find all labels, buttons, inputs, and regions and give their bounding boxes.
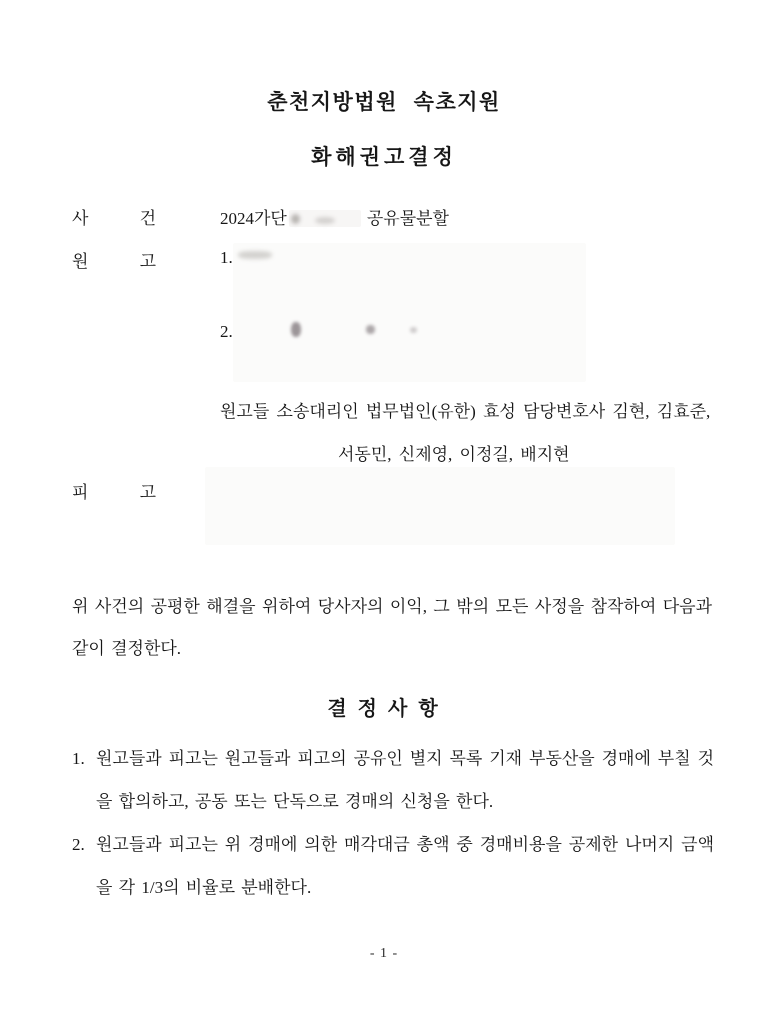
- redaction-mark: [366, 325, 375, 334]
- plaintiff-item2-number: 2.: [220, 322, 233, 341]
- redaction-trace: [238, 251, 272, 259]
- plaintiff-label-char2: 고: [139, 252, 156, 271]
- case-name: 공유물분할: [366, 209, 449, 228]
- case-label-char1: 사: [72, 209, 89, 228]
- intro-paragraph: 위 사건의 공평한 해결을 위하여 당사자의 이익, 그 밖의 모든 사정을 참작하여 다음과 같이 결정한다.: [72, 597, 712, 658]
- case-number-prefix: 2024가단: [220, 209, 287, 228]
- plaintiff-label-char1: 원: [72, 252, 89, 271]
- decision-item-number: 1.: [72, 749, 85, 768]
- plaintiff-item1-number: 1.: [220, 248, 233, 267]
- decision-item-text: 원고들과 피고는 원고들과 피고의 공유인 별지 목록 기재 부동산을 경매에 부칠 것을 합의하고, 공동 또는 단독으로 경매의 신청을 한다.: [96, 749, 714, 811]
- redacted-case-number: [289, 210, 361, 227]
- defendant-label-char2: 고: [139, 483, 156, 502]
- case-label-char2: 건: [139, 209, 156, 228]
- decision-item-number: 2.: [72, 835, 85, 854]
- defendant-label: [72, 478, 156, 503]
- counsel-line-2: 서동민, 신제영, 이정길, 배지현: [338, 445, 570, 464]
- plaintiff-label: [72, 247, 156, 272]
- case-label: [72, 204, 156, 229]
- redacted-plaintiff-names: [233, 243, 586, 382]
- redaction-mark: [410, 327, 417, 333]
- document-title: 화해권고결정: [311, 145, 457, 169]
- redacted-defendant-name: [205, 467, 675, 545]
- decision-item: [72, 823, 714, 909]
- defendant-label-char1: 피: [72, 483, 89, 502]
- redaction-mark: [291, 322, 301, 337]
- decision-list: [72, 737, 714, 909]
- case-number-line: [220, 204, 449, 229]
- decision-item-text: 원고들과 피고는 위 경매에 의한 매각대금 총액 중 경매비용을 공제한 나머지 금액을 각 1/3의 비율로 분배한다.: [96, 835, 714, 897]
- court-name: 춘천지방법원 속초지원: [267, 90, 501, 114]
- page-number: - 1 -: [369, 946, 399, 961]
- decision-item: [72, 737, 714, 823]
- counsel-line-1: 원고들 소송대리인 법무법인(유한) 효성 담당변호사 김현, 김효준,: [220, 402, 711, 421]
- decision-heading: 결 정 사 항: [327, 698, 441, 720]
